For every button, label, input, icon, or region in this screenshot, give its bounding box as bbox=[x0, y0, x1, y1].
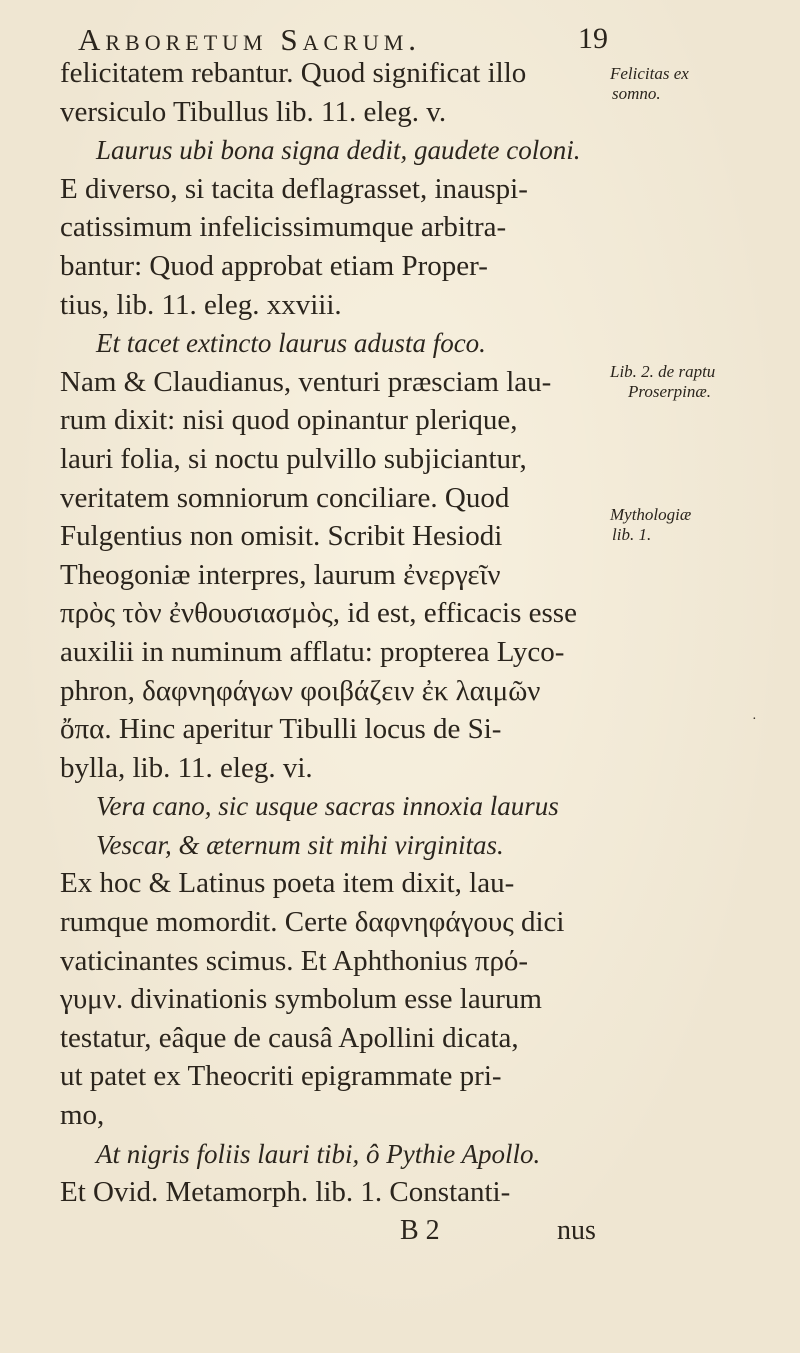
text-line: Ex hoc & Latinus poeta item dixit, lau- bbox=[60, 867, 515, 900]
verse-line: Vera cano, sic usque sacras innoxia laurus bbox=[96, 791, 559, 822]
text-line: bantur: Quod approbat etiam Proper- bbox=[60, 249, 488, 282]
text-line: rum dixit: nisi quod opinantur plerique, bbox=[60, 404, 518, 437]
text-line: Nam & Claudianus, venturi præsciam lau- bbox=[60, 365, 552, 398]
text-line: Theogoniæ interpres, laurum ἐνεργεῖν bbox=[60, 558, 501, 591]
text-line: lauri folia, si noctu pulvillo subjiciantur, bbox=[60, 442, 527, 475]
body-text bbox=[60, 54, 605, 1250]
signature-mark: B 2 bbox=[400, 1214, 440, 1246]
page-number: 19 bbox=[578, 22, 608, 55]
verse-line: Et tacet extincto laurus adusta foco. bbox=[96, 328, 486, 359]
text-line: ut patet ex Theocriti epigrammate pri- bbox=[60, 1060, 502, 1093]
text-line: E diverso, si tacita deflagrasset, inauspi- bbox=[60, 172, 528, 205]
ink-speck: · bbox=[752, 712, 757, 727]
text-line: testatur, eâque de causâ Apollini dicata, bbox=[60, 1021, 519, 1054]
catchword: nus bbox=[557, 1214, 596, 1246]
text-line: Et Ovid. Metamorph. lib. 1. Constanti- bbox=[60, 1176, 511, 1209]
text-line: felicitatem rebantur. Quod significat illo bbox=[60, 57, 527, 89]
margin-note-line: Lib. 2. de raptu bbox=[610, 362, 716, 381]
text-line: tius, lib. 11. eleg. xxviii. bbox=[60, 288, 342, 321]
text-line: versiculo Tibullus lib. 11. eleg. v. bbox=[60, 95, 447, 128]
margin-note-line: somno. bbox=[612, 84, 661, 103]
margin-note bbox=[610, 64, 689, 104]
verse-line: Laurus ubi bona signa dedit, gaudete coloni. bbox=[96, 135, 581, 166]
margin-note-line: Proserpinæ. bbox=[628, 382, 711, 401]
text-line: auxilii in numinum afflatu: propterea Lyco- bbox=[60, 635, 565, 668]
margin-note bbox=[610, 362, 715, 402]
text-line: γυμν. divinationis symbolum esse laurum bbox=[60, 983, 542, 1016]
text-line: vaticinantes scimus. Et Aphthonius πρό- bbox=[60, 944, 529, 977]
margin-note bbox=[610, 505, 691, 545]
page-footer bbox=[60, 1212, 605, 1251]
verse-line: At nigris foliis lauri tibi, ô Pythie Apollo. bbox=[96, 1138, 541, 1169]
margin-note-line: lib. 1. bbox=[612, 525, 652, 544]
running-head: Arboretum Sacrum. bbox=[78, 22, 422, 57]
text-line: πρὸς τὸν ἐνθουσιασμὸς, id est, efficacis esse bbox=[60, 597, 577, 630]
text-line: veritatem somniorum conciliare. Quod bbox=[60, 481, 510, 514]
margin-note-line: Mythologiæ bbox=[610, 505, 692, 524]
text-line: Fulgentius non omisit. Scribit Hesiodi bbox=[60, 520, 503, 553]
verse-line: Vescar, & æternum sit mihi virginitas. bbox=[96, 829, 504, 860]
text-line: bylla, lib. 11. eleg. vi. bbox=[60, 751, 313, 784]
margin-note-line: Felicitas ex bbox=[610, 64, 689, 83]
text-line: catissimum infelicissimumque arbitra- bbox=[60, 211, 507, 244]
text-line: rumque momordit. Certe δαφνηφάγους dici bbox=[60, 906, 565, 939]
text-line: ὄπα. Hinc aperitur Tibulli locus de Si- bbox=[60, 713, 502, 746]
text-line: mo, bbox=[60, 1099, 105, 1132]
text-line: phron, δαφνηφάγων φοιβάζειν ἐκ λαιμῶν bbox=[60, 674, 541, 707]
